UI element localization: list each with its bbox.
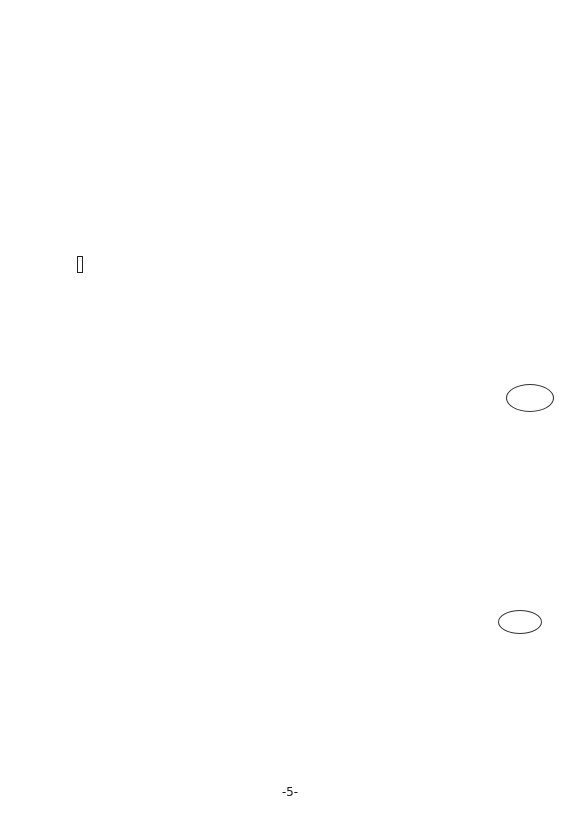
page-number: -5- [281, 785, 299, 799]
handwritten-note-1 [506, 384, 554, 412]
boxed-term [77, 256, 83, 273]
paragraph-item-1 [60, 232, 520, 298]
handwritten-note-2 [498, 610, 542, 634]
